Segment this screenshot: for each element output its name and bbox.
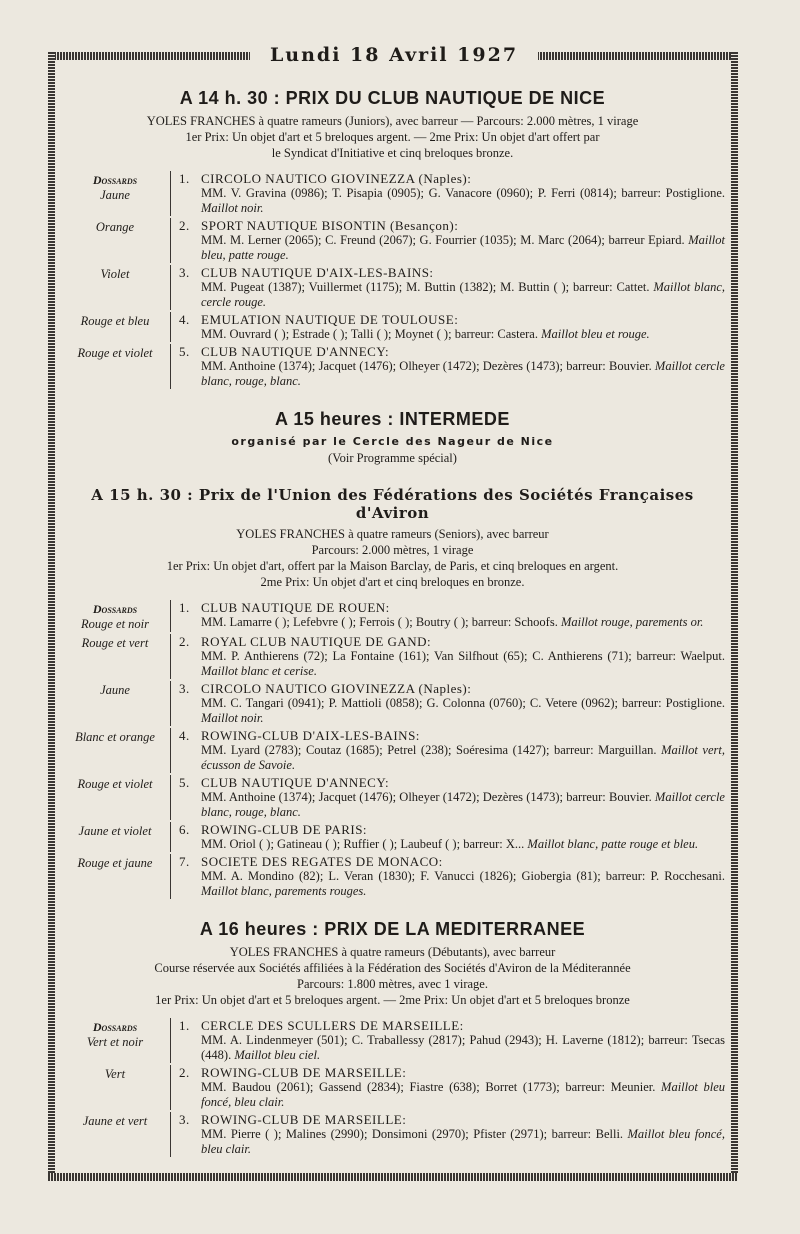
entry-club	[179, 344, 725, 359]
entry-crew-text: MM. Oriol ( ); Gatineau ( ); Ruffier ( ); Laubeuf ( ); barreur: X...	[201, 837, 528, 851]
frame-right-border	[731, 52, 738, 1181]
entry-body	[179, 634, 725, 679]
entry-color	[60, 1018, 170, 1063]
entry-crew-text: MM. V. Gravina (0986); T. Pisapia (0905); G. Vanacore (0960); P. Ferri (0814); barreur: Postiglione.	[201, 186, 725, 200]
list-item	[60, 681, 725, 726]
entry-separator	[170, 634, 171, 679]
entry-number: 4.	[179, 728, 190, 743]
entry-club	[179, 681, 725, 696]
program-content	[60, 70, 725, 1163]
entry-number: 5.	[179, 775, 190, 790]
entry-separator	[170, 344, 171, 389]
event-info-line: Parcours: 1.800 mètres, avec 1 virage.	[297, 977, 488, 991]
event-section	[60, 919, 725, 1157]
entry-number: 3.	[179, 265, 190, 280]
entry-number: 5.	[179, 344, 190, 359]
entry-crew-text: MM. C. Tangari (0941); P. Mattioli (0858); G. Colonna (0760); C. Vetere (0962); barreur: Postiglione.	[201, 696, 725, 710]
entry-maillot: Maillot cercle blanc, rouge, blanc.	[201, 790, 725, 819]
entry-maillot: Maillot noir.	[201, 711, 264, 725]
entry-club	[179, 265, 725, 280]
entry-color: Rouge et violet	[77, 777, 153, 791]
list-item	[60, 854, 725, 899]
entry-club-name: SOCIETE DES REGATES DE MONACO:	[201, 854, 443, 869]
entry-crew-text: MM. Ouvrard ( ); Estrade ( ); Talli ( ); Moynet ( ); barreur: Castera.	[201, 327, 542, 341]
list-item	[60, 728, 725, 773]
entry-crew-text: MM. Lyard (2783); Coutaz (1685); Petrel (238); Soéresima (1427); barreur: Marguillan.	[201, 743, 662, 757]
entry-color: Jaune et violet	[78, 824, 152, 838]
entry-crew	[179, 743, 725, 773]
entry-crew	[179, 327, 725, 342]
entry-number: 2.	[179, 218, 190, 233]
event-info-line: YOLES FRANCHES à quatre rameurs (Seniors), avec barreur	[236, 527, 549, 541]
event-info-line: Course réservée aux Sociétés affiliées à la Fédération des Sociétés d'Aviron de la Méditerannée	[154, 961, 631, 975]
entry-body	[179, 1112, 725, 1157]
entry-color: Orange	[95, 220, 135, 234]
entry-color	[60, 171, 170, 216]
list-item	[60, 1018, 725, 1063]
entry-color: Rouge et violet	[77, 346, 153, 360]
entry-number: 2.	[179, 1065, 190, 1080]
list-item	[60, 344, 725, 389]
event-info-line: 2me Prix: Un objet d'art et cinq breloques en bronze.	[260, 575, 525, 589]
entry-separator	[170, 265, 171, 310]
entry-color-text: Jaune	[100, 188, 130, 202]
entry-color: Violet	[100, 267, 130, 281]
entry-club-name: ROWING-CLUB DE MARSEILLE:	[201, 1065, 407, 1080]
entry-number: 7.	[179, 854, 190, 869]
entry-club	[179, 312, 725, 327]
entry-number: 6.	[179, 822, 190, 837]
frame-bottom-border	[48, 1173, 738, 1181]
entry-maillot: Maillot blanc, patte rouge et bleu.	[527, 837, 699, 851]
entry-maillot: Maillot noir.	[201, 201, 264, 215]
entry-crew-text: MM. Anthoine (1374); Jacquet (1476); Olheyer (1472); Dezères (1473); barreur: Bouvier.	[201, 359, 655, 373]
list-item	[60, 634, 725, 679]
entry-crew	[179, 1033, 725, 1063]
entry-club-name: ROWING-CLUB DE PARIS:	[201, 822, 368, 837]
entry-maillot: Maillot bleu foncé, bleu clair.	[201, 1127, 725, 1156]
event-info-line: 1er Prix: Un objet d'art et 5 breloques argent. — 2me Prix: Un objet d'art et 5 breloques bronze	[155, 993, 630, 1007]
event-title: A 15 h. 30 : Prix de l'Union des Fédérations des Sociétés Françaises d'Aviron	[91, 486, 694, 522]
entry-number: 1.	[179, 171, 190, 186]
entries-list	[60, 600, 725, 899]
entry-body	[179, 1065, 725, 1110]
event-info-line: YOLES FRANCHES à quatre rameurs (Débutants), avec barreur	[229, 945, 556, 959]
event-info-line: YOLES FRANCHES à quatre rameurs (Juniors), avec barreur — Parcours: 2.000 mètres, 1 virage	[146, 114, 639, 128]
entry-club	[179, 1065, 725, 1080]
entry-club	[179, 728, 725, 743]
entry-crew	[179, 649, 725, 679]
entry-separator	[170, 681, 171, 726]
entry-crew-text: MM. Anthoine (1374); Jacquet (1476); Olheyer (1472); Dezères (1473); barreur: Bouvier.	[201, 790, 655, 804]
entry-separator	[170, 1112, 171, 1157]
entry-club	[179, 218, 725, 233]
entry-number: 3.	[179, 681, 190, 696]
entries-list	[60, 171, 725, 389]
entry-color-text: Vert et noir	[86, 1035, 144, 1049]
dossards-label: Dossards	[92, 1020, 138, 1034]
entry-crew	[179, 1127, 725, 1157]
entry-club-name: SPORT NAUTIQUE BISONTIN (Besançon):	[201, 218, 459, 233]
entry-color: Vert	[104, 1067, 126, 1081]
entry-body	[179, 822, 725, 852]
entry-color: Jaune	[100, 683, 130, 697]
entry-separator	[170, 854, 171, 899]
entry-club	[179, 600, 725, 615]
entry-body	[179, 265, 725, 310]
entry-crew-text: MM. M. Lerner (2065); C. Freund (2067); G. Fourrier (1035); M. Marc (2064); barreur Epiard.	[201, 233, 689, 247]
entry-maillot: Maillot cercle blanc, rouge, blanc.	[201, 359, 725, 388]
entry-separator	[170, 1065, 171, 1110]
entry-crew	[179, 869, 725, 899]
entry-body	[179, 775, 725, 820]
entry-crew-text: MM. Baudou (2061); Gassend (2834); Fiastre (638); Borret (1773); barreur: Meunier.	[201, 1080, 662, 1094]
entry-crew	[179, 359, 725, 389]
entry-body	[179, 312, 725, 342]
event-info-line: 1er Prix: Un objet d'art, offert par la Maison Barclay, de Paris, et cinq breloques en argent.	[166, 559, 619, 573]
list-item	[60, 775, 725, 820]
entry-club-name: ROWING-CLUB DE MARSEILLE:	[201, 1112, 407, 1127]
event-section	[60, 88, 725, 389]
frame-left-border	[48, 52, 55, 1181]
event-info-line: le Syndicat d'Initiative et cinq breloques bronze.	[271, 146, 514, 160]
page-date: Lundi 18 Avril 1927	[250, 44, 538, 66]
entry-club-name: ROWING-CLUB D'AIX-LES-BAINS:	[201, 728, 420, 743]
entry-maillot: Maillot blanc et cerise.	[201, 664, 317, 678]
entry-maillot: Maillot bleu et rouge.	[541, 327, 650, 341]
entry-club-name: CLUB NAUTIQUE D'ANNECY:	[201, 344, 390, 359]
entry-club-name: CERCLE DES SCULLERS DE MARSEILLE:	[201, 1018, 464, 1033]
entries-list	[60, 1018, 725, 1157]
entry-club-name: CLUB NAUTIQUE D'AIX-LES-BAINS:	[201, 265, 434, 280]
event-title: A 15 heures : INTERMEDE	[275, 409, 510, 429]
entry-crew	[179, 1080, 725, 1110]
entry-body	[179, 681, 725, 726]
list-item	[60, 822, 725, 852]
entry-color-text: Rouge et noir	[80, 617, 150, 631]
entry-maillot: Maillot rouge, parements or.	[560, 615, 704, 629]
entry-maillot: Maillot bleu, patte rouge.	[201, 233, 725, 262]
list-item	[60, 600, 725, 632]
entry-separator	[170, 1018, 171, 1063]
entry-separator	[170, 775, 171, 820]
entry-crew-text: MM. A. Lindenmeyer (501); C. Traballessy (2817); Pahud (2943); H. Laverne (1812); barreur: Tsecas (448).	[201, 1033, 725, 1062]
entry-crew-text: MM. Pugeat (1387); Vuillermet (1175); M. Buttin (1382); M. Buttin ( ); barreur: Cattet.	[201, 280, 654, 294]
entry-crew	[179, 186, 725, 216]
entry-number: 1.	[179, 1018, 190, 1033]
entry-club	[179, 171, 725, 186]
entry-crew	[179, 280, 725, 310]
entry-body	[179, 1018, 725, 1063]
entry-crew-text: MM. Lamarre ( ); Lefebvre ( ); Ferrois ( ); Boutry ( ); barreur: Schoofs.	[201, 615, 561, 629]
entry-club-name: CLUB NAUTIQUE DE ROUEN:	[201, 600, 390, 615]
entry-club-name: CIRCOLO NAUTICO GIOVINEZZA (Naples):	[201, 171, 472, 186]
entry-crew	[179, 696, 725, 726]
entry-number: 4.	[179, 312, 190, 327]
entry-maillot: Maillot vert, écusson de Savoie.	[201, 743, 725, 772]
entry-body	[179, 344, 725, 389]
event-info-line: Parcours: 2.000 mètres, 1 virage	[311, 543, 474, 557]
entry-club-name: CIRCOLO NAUTICO GIOVINEZZA (Naples):	[201, 681, 472, 696]
entry-club-name: CLUB NAUTIQUE D'ANNECY:	[201, 775, 390, 790]
entry-separator	[170, 312, 171, 342]
entry-color	[60, 600, 170, 632]
entry-club	[179, 822, 725, 837]
entry-club	[179, 1018, 725, 1033]
entry-separator	[170, 218, 171, 263]
list-item	[60, 312, 725, 342]
entry-color: Jaune et vert	[82, 1114, 148, 1128]
entry-body	[179, 728, 725, 773]
event-subtitle: organisé par le Cercle des Nageur de Nice	[231, 435, 554, 448]
entry-color: Rouge et vert	[81, 636, 149, 650]
entry-color: Blanc et orange	[75, 730, 155, 744]
entry-club	[179, 854, 725, 869]
entry-color: Rouge et bleu	[80, 314, 150, 328]
entry-color: Rouge et jaune	[77, 856, 153, 870]
entry-crew	[179, 615, 725, 630]
entry-maillot: Maillot blanc, cercle rouge.	[201, 280, 725, 309]
entry-club	[179, 634, 725, 649]
entry-body	[179, 171, 725, 216]
entry-number: 2.	[179, 634, 190, 649]
entry-number: 1.	[179, 600, 190, 615]
entry-separator	[170, 822, 171, 852]
dossards-label: Dossards	[92, 173, 138, 187]
event-title: A 14 h. 30 : PRIX DU CLUB NAUTIQUE DE NICE	[179, 88, 606, 108]
list-item	[60, 265, 725, 310]
entry-crew	[179, 790, 725, 820]
list-item	[60, 171, 725, 216]
entry-club	[179, 775, 725, 790]
list-item	[60, 1112, 725, 1157]
entry-maillot: Maillot bleu foncé, bleu clair.	[201, 1080, 726, 1109]
list-item	[60, 218, 725, 263]
entry-club	[179, 1112, 725, 1127]
entry-club-name: ROYAL CLUB NAUTIQUE DE GAND:	[201, 634, 432, 649]
entry-crew-text: MM. P. Anthierens (72); La Fontaine (161); Van Silfhout (65); C. Anthierens (71); barreur: Waelput.	[201, 649, 725, 663]
entry-number: 3.	[179, 1112, 190, 1127]
entry-body	[179, 218, 725, 263]
entry-crew-text: MM. A. Mondino (82); L. Veran (1830); F. Vanucci (1826); Giobergia (81); barreur: P. Rocchesani.	[201, 869, 725, 883]
entry-club-name: EMULATION NAUTIQUE DE TOULOUSE:	[201, 312, 459, 327]
entry-crew-text: MM. Pierre ( ); Malines (2990); Donsimoni (2970); Pfister (2971); barreur: Belli.	[201, 1127, 628, 1141]
entry-separator	[170, 600, 171, 632]
event-title: A 16 heures : PRIX DE LA MEDITERRANEE	[199, 919, 586, 939]
event-section	[60, 409, 725, 466]
list-item	[60, 1065, 725, 1110]
entry-crew	[179, 837, 725, 852]
entry-separator	[170, 728, 171, 773]
entry-body	[179, 854, 725, 899]
event-note: (Voir Programme spécial)	[328, 451, 457, 465]
event-section	[60, 486, 725, 899]
entry-separator	[170, 171, 171, 216]
entry-body	[179, 600, 725, 632]
entry-crew	[179, 233, 725, 263]
entry-maillot: Maillot bleu ciel.	[234, 1048, 321, 1062]
event-info-line: 1er Prix: Un objet d'art et 5 breloques argent. — 2me Prix: Un objet d'art offert par	[185, 130, 600, 144]
entry-maillot: Maillot blanc, parements rouges.	[201, 884, 367, 898]
dossards-label: Dossards	[92, 602, 138, 616]
